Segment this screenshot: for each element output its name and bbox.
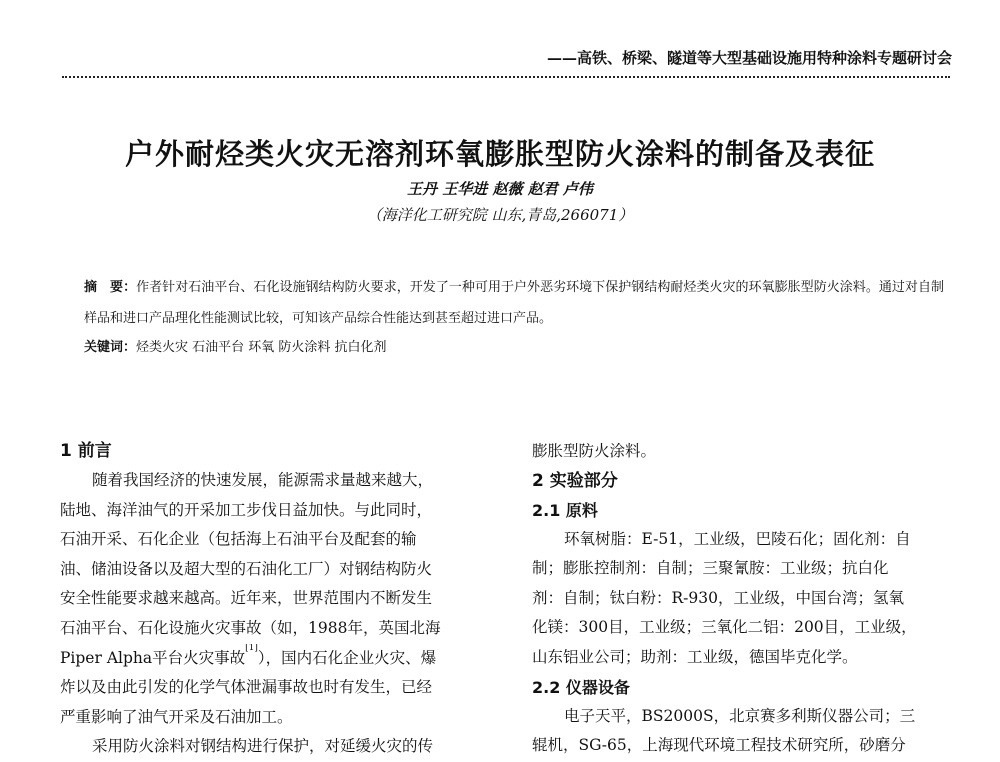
paragraph-line: 石油开采、石化企业（包括海上石油平台及配套的输 <box>60 530 417 549</box>
paragraph-line: 炸以及由此引发的化学气体泄漏事故也时有发生，已经 <box>60 678 433 697</box>
abstract-text: 作者针对石油平台、石化设施钢结构防火要求，开发了一种可用于户外恶劣环境下保护钢结构耐烃类火灾的环氧膨胀型防火涂料。通过对自制样品和进口产品理化性能测试比较，可知该产品综合性能达到甚至超过进口产品。 <box>84 280 944 326</box>
right-column <box>532 437 950 761</box>
keywords-label: 关键词： <box>84 340 137 355</box>
subsection-heading-equipment: 2.2 仪器设备 <box>532 677 630 697</box>
subsection-heading-materials: 2.1 原料 <box>532 500 598 520</box>
running-header: ——高铁、桥梁、隧道等大型基础设施用特种涂料专题研讨会 <box>546 49 952 67</box>
author-list: 王丹 王华进 赵薇 赵君 卢伟 <box>407 180 593 198</box>
piper-line-tail: ），国内石化企业火灾、爆 <box>257 648 437 667</box>
citation-ref[interactable]: [1] <box>245 643 258 653</box>
paper-title: 户外耐烃类火灾无溶剂环氧膨胀型防火涂料的制备及表征 <box>124 137 875 171</box>
keywords-text: 烃类火灾 石油平台 环氧 防火涂料 抗白化剂 <box>136 340 387 355</box>
affiliation: （海洋化工研究院 山东,青岛,266071） <box>366 206 634 224</box>
header-divider <box>62 76 950 78</box>
keywords <box>84 336 944 360</box>
paragraph-line: 山东铝业公司；助剂：工业级，德国毕克化学。 <box>532 647 858 666</box>
paragraph-line: 严重影响了油气开采及石油加工。 <box>60 707 293 726</box>
paragraph-line: 随着我国经济的快速发展，能源需求量越来越大， <box>92 471 434 489</box>
left-column <box>60 437 472 762</box>
paragraph-line: 陆地、海洋油气的开采加工步伐日益加快。与此同时， <box>60 500 433 519</box>
paragraph-line-partial: 采用防火涂料对钢结构进行保护，对延缓火灾的传 <box>92 737 434 756</box>
section-heading-introduction: 1 前言 <box>60 441 112 461</box>
abstract <box>84 272 944 334</box>
paragraph-line: 制；膨胀控制剂：自制；三聚氰胺：工业级；抗白化 <box>532 559 889 578</box>
paragraph-continuation: 膨胀型防火涂料。 <box>532 442 657 460</box>
paragraph-line-partial: 辊机，SG-65，上海现代环境工程技术研究所，砂磨分 <box>532 736 906 755</box>
paragraph-line: 油、储油设备以及超大型的石油化工厂）对钢结构防火 <box>60 559 433 578</box>
paragraph-line: 安全性能要求越来越高。近年来，世界范围内不断发生 <box>60 589 433 608</box>
piper-alpha-text: Piper Alpha平台火灾事故 <box>60 648 246 667</box>
paragraph-line: 剂：自制；钛白粉：R-930，工业级，中国台湾；氢氧 <box>532 588 904 607</box>
paragraph-line: 电子天平，BS2000S，北京赛多利斯仪器公司；三 <box>564 706 916 725</box>
section-heading-experimental: 2 实验部分 <box>532 470 618 491</box>
paragraph-line: 石油平台、石化设施火灾事故（如，1988年，英国北海 <box>60 618 441 637</box>
paragraph-line <box>60 644 472 674</box>
paragraph-line: 化镁：300目，工业级；三氧化二铝：200目，工业级， <box>532 618 917 637</box>
paragraph-line: 环氧树脂：E-51，工业级，巴陵石化；固化剂：自 <box>564 529 911 548</box>
abstract-label: 摘 要： <box>84 280 137 295</box>
